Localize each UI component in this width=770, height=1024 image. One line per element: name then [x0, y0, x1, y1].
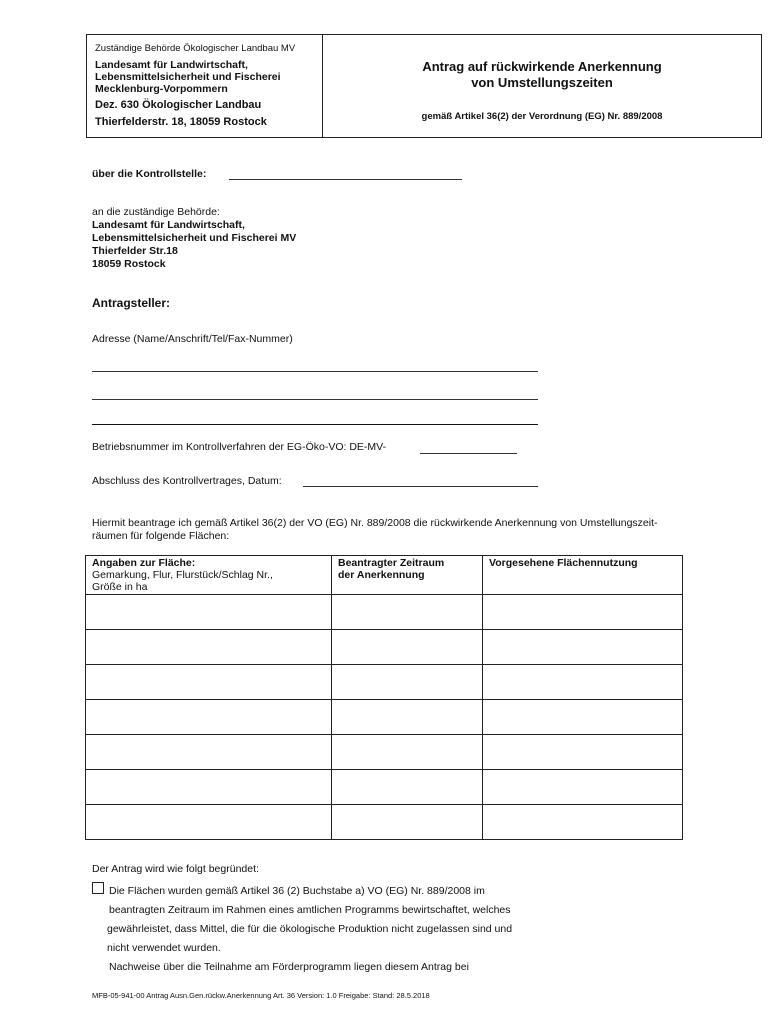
legal-basis: gemäß Artikel 36(2) der Verordnung (EG) Nr. 889/2008: [421, 111, 663, 122]
area-table: [85, 555, 683, 840]
request-text-line: Hiermit beantrage ich gemäß Artikel 36(2) der VO (EG) Nr. 889/2008 die rückwirkende Anerkennung von Umstellungszeit-: [92, 517, 658, 529]
table-cell[interactable]: [332, 770, 483, 805]
option1-text: [109, 882, 709, 977]
kontrollstelle-field[interactable]: [229, 167, 462, 180]
form-title-line: von Umstellungszeiten: [471, 75, 613, 90]
title-block: [323, 35, 761, 137]
option1-line: Nachweise über die Teilnahme am Förderprogramm liegen diesem Antrag bei: [109, 961, 469, 973]
header-box: [86, 34, 762, 138]
table-cell[interactable]: [86, 595, 332, 630]
table-cell[interactable]: [86, 805, 332, 840]
authority-address: Thierfelderstr. 18, 18059 Rostock: [95, 116, 267, 128]
table-cell[interactable]: [483, 735, 683, 770]
table-row: [86, 665, 683, 700]
table-row: [86, 805, 683, 840]
betriebsnummer-label: Betriebsnummer im Kontrollverfahren der EG-Öko-VO: DE-MV-: [92, 441, 387, 453]
option1-line: gewährleistet, dass Mittel, die für die ökologische Produktion nicht zugelassen sind und: [107, 923, 513, 935]
col-header-area: [86, 556, 332, 595]
option1-line: nicht verwendet wurden.: [107, 942, 221, 954]
option1-checkbox[interactable]: [92, 881, 104, 899]
col-header-usage: [483, 556, 683, 595]
table-cell[interactable]: [86, 735, 332, 770]
table-row: [86, 770, 683, 805]
request-text-line: räumen für folgende Flächen:: [92, 530, 230, 542]
reasons-intro: Der Antrag wird wie folgt begründet:: [92, 863, 259, 875]
table-header-row: [86, 556, 683, 595]
col-header-area-sub: Gemarkung, Flur, Flurstück/Schlag Nr.,: [92, 569, 273, 581]
table-cell[interactable]: [332, 735, 483, 770]
address-label: Adresse (Name/Anschrift/Tel/Fax-Nummer): [92, 333, 293, 345]
table-cell[interactable]: [86, 665, 332, 700]
option1-line: Die Flächen wurden gemäß Artikel 36 (2) Buchstabe a) VO (EG) Nr. 889/2008 im: [109, 885, 485, 897]
checkbox-box[interactable]: [92, 882, 104, 894]
recipient-line: Lebensmittelsicherheit und Fischerei MV: [92, 232, 297, 244]
table-cell[interactable]: [483, 805, 683, 840]
authority-caption: Zuständige Behörde Ökologischer Landbau MV: [95, 43, 296, 54]
recipient-line: Landesamt für Landwirtschaft,: [92, 219, 245, 231]
table-row: [86, 595, 683, 630]
table-cell[interactable]: [483, 770, 683, 805]
form-title: [323, 59, 761, 91]
authority-name-line: Mecklenburg-Vorpommern: [95, 83, 228, 95]
table-cell[interactable]: [86, 770, 332, 805]
address-field-line-2[interactable]: [92, 387, 538, 400]
authority-name-line: Lebensmittelsicherheit und Fischerei: [95, 71, 281, 83]
col-header-period-line: der Anerkennung: [338, 569, 425, 581]
table-cell[interactable]: [332, 700, 483, 735]
table-cell[interactable]: [483, 595, 683, 630]
table-row: [86, 630, 683, 665]
department: Dez. 630 Ökologischer Landbau: [95, 99, 262, 111]
authority-block: [87, 35, 323, 137]
recipient-address: [92, 219, 296, 271]
option1-line: beantragten Zeitraum im Rahmen eines amtlichen Programms bewirtschaftet, welches: [109, 904, 511, 916]
table-cell[interactable]: [332, 665, 483, 700]
table-row: [86, 735, 683, 770]
table-cell[interactable]: [86, 700, 332, 735]
table-cell[interactable]: [483, 665, 683, 700]
address-field-line-1[interactable]: [92, 359, 538, 372]
col-header-usage-label: Vorgesehene Flächennutzung: [489, 557, 638, 569]
applicant-heading: Antragsteller:: [92, 296, 171, 310]
contract-date-field[interactable]: [303, 474, 538, 487]
request-text: [92, 517, 732, 543]
table-cell[interactable]: [86, 630, 332, 665]
betriebsnummer-field[interactable]: [420, 441, 517, 454]
table-cell[interactable]: [332, 595, 483, 630]
table-cell[interactable]: [483, 700, 683, 735]
footer-text: MFB-05-941-00 Antrag Ausn.Gen.rückw.Anerkennung Art. 36 Version: 1.0 Freigabe: Stand: 28.5.2018: [92, 991, 430, 1000]
col-header-period-line: Beantragter Zeitraum: [338, 557, 445, 569]
address-field-line-3[interactable]: [92, 411, 538, 425]
table-cell[interactable]: [483, 630, 683, 665]
authority-name-line: Landesamt für Landwirtschaft,: [95, 59, 248, 71]
authority-name: [95, 59, 322, 95]
table-cell[interactable]: [332, 805, 483, 840]
kontrollstelle-label: über die Kontrollstelle:: [92, 168, 207, 180]
recipient-line: 18059 Rostock: [92, 258, 166, 270]
table-row: [86, 700, 683, 735]
form-title-line: Antrag auf rückwirkende Anerkennung: [422, 59, 662, 74]
recipient-line: Thierfelder Str.18: [92, 245, 178, 257]
table-cell[interactable]: [332, 630, 483, 665]
recipient-intro: an die zuständige Behörde:: [92, 206, 220, 218]
col-header-area-title: Angaben zur Fläche:: [92, 557, 196, 569]
col-header-area-sub: Größe in ha: [92, 581, 148, 593]
col-header-period: [332, 556, 483, 595]
contract-date-label: Abschluss des Kontrollvertrages, Datum:: [92, 475, 282, 487]
